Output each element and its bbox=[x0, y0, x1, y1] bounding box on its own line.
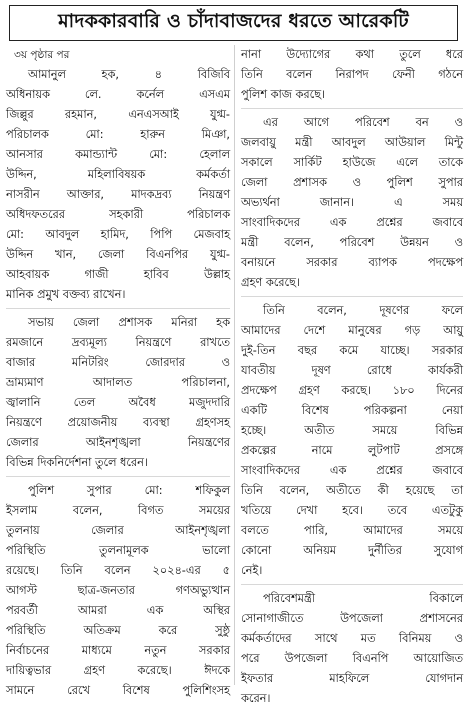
text-line: বাজার মনিটরিং জোরদার ও bbox=[6, 356, 230, 369]
text-line: উদ্দিন খান, জেলা বিএনপির যুগ্ম- bbox=[6, 248, 230, 261]
text-line: জেলা প্রশাসক ও পুলিশ সুপার bbox=[241, 176, 463, 189]
paragraph-divider bbox=[241, 108, 463, 109]
text-line: কোনো অনিয়ম দুর্নীতির সুযোগ bbox=[241, 544, 463, 557]
text-line: সামনে রেখে বিশেষ পুলিশিংসহ bbox=[6, 684, 230, 697]
text-line: দুই-তিন বছর কমে যাচ্ছে। সরকার bbox=[241, 344, 463, 357]
paragraph bbox=[6, 45, 230, 305]
text-line: সাংবাদিকদের এক প্রশ্নের জবাবে bbox=[241, 464, 463, 477]
text-line: যাবতীয় দূষণ রোধে কার্যকরী bbox=[241, 364, 463, 377]
text-line: ইফতার মাহফিলে যোগদান bbox=[241, 672, 463, 685]
text-line: ৩য় পৃষ্ঠার পর bbox=[14, 49, 70, 61]
paragraph bbox=[241, 113, 463, 293]
paragraph bbox=[241, 301, 463, 581]
text-line: করেন। bbox=[241, 692, 271, 705]
text-line: তিনি বলেন, দূষণের ফলে bbox=[263, 304, 463, 317]
text-line: ভ্রাম্যমাণ আদালত পরিচালনা, bbox=[6, 376, 230, 389]
text-line: সাংবাদিকদের এক প্রশ্নের জবাবে bbox=[241, 216, 463, 229]
text-line: পরবর্তী আমরা এক অস্থির bbox=[6, 604, 230, 617]
article-columns bbox=[6, 45, 463, 705]
text-line: রমজানে দ্রব্যমূল্য নিয়ন্ত্রণে রাখতে bbox=[6, 336, 230, 349]
paragraph-divider bbox=[241, 584, 463, 585]
paragraph bbox=[6, 313, 230, 473]
paragraph-divider bbox=[6, 476, 230, 477]
text-line: পরিস্থিতি তুলনামূলক ভালো bbox=[6, 544, 230, 557]
text-line: গ্রহণ করেছে। bbox=[241, 276, 300, 289]
text-line: আনসার কমান্ড্যান্ট মো: হেলাল bbox=[6, 148, 230, 161]
text-line: জলবায়ু মন্ত্রী আবদুল আউয়াল মিন্টু bbox=[241, 136, 463, 149]
text-line: জিল্লুর রহমান, এনএসআই যুগ্ম- bbox=[6, 108, 230, 121]
paragraph bbox=[241, 45, 463, 105]
text-line: তিনি বলেন, অতীতে কী হয়েছে তা bbox=[241, 484, 463, 497]
text-line: নানা উদ্যোগের কথা তুলে ধরে bbox=[241, 48, 463, 61]
text-line: তুলনায় জেলার আইনশৃঙ্খলা bbox=[6, 524, 230, 537]
text-line: পরিবেশমন্ত্রী বিকালে bbox=[263, 592, 463, 605]
paragraph-divider bbox=[6, 308, 230, 309]
text-line: প্রকল্পের নামে লুটপাট প্রসঙ্গে bbox=[241, 444, 463, 457]
text-line: সকালে সার্কিট হাউজে এলে তাকে bbox=[241, 156, 463, 169]
text-line: জ্বালানি তেল অবৈধ মজুদদারি bbox=[6, 396, 230, 409]
text-line: পুলিশ সুপার মো: শফিকুল bbox=[28, 484, 230, 497]
headline: মাদককারবারি ও চাঁদাবাজদের ধরতে আরেকটি bbox=[9, 5, 458, 41]
text-line: ইসলাম বলেন, বিগত সময়ের bbox=[6, 504, 230, 517]
text-line: বনায়নে সরকার ব্যাপক পদক্ষেপ bbox=[241, 256, 463, 269]
text-line: বিভিন্ন দিকনির্দেশনা তুলে ধরেন। bbox=[6, 456, 148, 469]
text-line: একটি বিশেষ পরিকল্পনা নেয়া bbox=[241, 404, 463, 417]
text-line: আমাদের দেশে মানুষের গড় আয়ু bbox=[241, 324, 463, 337]
text-line: এর আগে পরিবেশ বন ও bbox=[263, 116, 463, 129]
paragraph bbox=[6, 481, 230, 701]
text-line: নাসরীন আক্তার, মাদকদ্রব্য নিয়ন্ত্রণ bbox=[6, 188, 230, 201]
text-line: মো: আবদুল হামিদ, পিপি মেজবাহ bbox=[6, 228, 230, 241]
text-line: তিনি বলেন নিরাপদ ফেনী গঠনে bbox=[241, 68, 463, 81]
text-line: পরিচালক মো: হারুন মিঞা, bbox=[6, 128, 230, 141]
text-line: আগস্ট ছাত্র-জনতার গণঅভ্যুত্থান bbox=[6, 584, 230, 597]
text-line: পুলিশ কাজ করছে। bbox=[241, 88, 326, 101]
text-line: দায়িত্বভার গ্রহণ করেছে। ঈদকে bbox=[6, 664, 230, 677]
right-column bbox=[239, 45, 463, 705]
text-line: খতিয়ে দেখা হবে। তবে এতটুকু bbox=[241, 504, 463, 517]
text-line: প্রদক্ষেপ গ্রহণ করছে। ১৮০ দিনের bbox=[241, 384, 463, 397]
paragraph-divider bbox=[241, 296, 463, 297]
text-line: সভায় জেলা প্রশাসক মনিরা হক bbox=[28, 316, 230, 329]
text-line: হচ্ছে। অতীত সময়ে বিভিন্ন bbox=[241, 424, 463, 437]
text-line: রয়েছে। তিনি বলেন ২০২৪-এর ৫ bbox=[6, 564, 230, 577]
text-line: অধিনায়ক লে. কর্নেল এসএম bbox=[6, 88, 230, 101]
text-line: জেলার আইনশৃঙ্খলা নিয়ন্ত্রণের bbox=[6, 436, 230, 449]
text-line: নেই। bbox=[241, 564, 263, 577]
text-line: পরিস্থিতি অতিক্রম করে সুষ্ঠু bbox=[6, 624, 230, 637]
text-line: উদ্দিন, মহিলাবিষয়ক কর্মকর্তা bbox=[6, 168, 230, 181]
text-line: অধিদফতরের সহকারী পরিচালক bbox=[6, 208, 230, 221]
text-line: মন্ত্রী বলেন, পরিবেশ উন্নয়ন ও bbox=[241, 236, 463, 249]
text-line: মানিক প্রমুখ বক্তব্য রাখেন। bbox=[6, 288, 126, 301]
text-line: পরে উপজেলা বিএনপি আয়োজিত bbox=[241, 652, 463, 665]
text-line: অভ্যর্থনা জানান। এ সময় bbox=[241, 196, 463, 209]
text-line: আমানুল হক, ৪ বিজিবি bbox=[28, 68, 230, 81]
paragraph bbox=[241, 589, 463, 709]
text-line: কর্মকর্তাদের সাথে মত বিনিময় ও bbox=[241, 632, 463, 645]
text-line: আহবায়ক গাজী হাবিব উল্লাহ bbox=[6, 268, 230, 281]
text-line: নিয়ন্ত্রণে প্রয়োজনীয় ব্যবস্থা গ্রহণসহ bbox=[6, 416, 230, 429]
text-line: বলতে পারি, আমাদের সময়ে bbox=[241, 524, 463, 537]
text-line: সোনাগাজীতে উপজেলা প্রশাসনের bbox=[241, 612, 463, 625]
text-line: নির্বাচনের মাধ্যমে নতুন সরকার bbox=[6, 644, 230, 657]
left-column bbox=[6, 45, 235, 697]
